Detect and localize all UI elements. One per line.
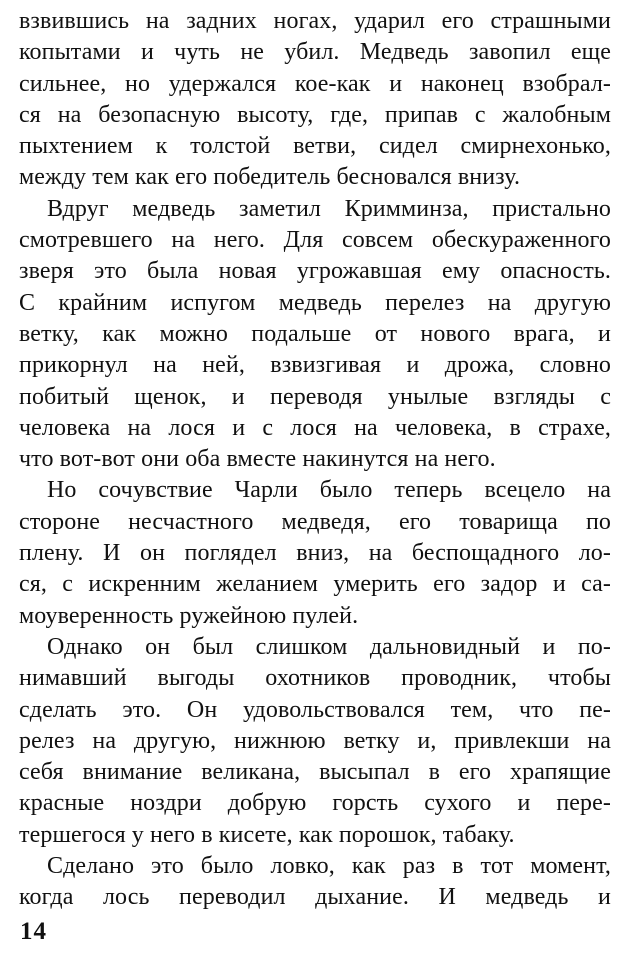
text-line: плену. И он поглядел вниз, на беспощадного ло- [19,540,611,567]
text-line: зверя это была новая угрожавшая ему опасность. [19,258,611,285]
text-line: прикорнул на ней, взвизгивая и дрожа, словно [19,352,611,379]
text-line: что вот-вот они оба вместе накинутся на него. [19,446,496,473]
body-text [19,6,611,914]
text-line: побитый щенок, и переводя унылые взгляды с [19,383,611,410]
text-line: ся, с искренним желанием умерить его задор и са- [19,571,611,598]
page-number: 14 [20,918,47,945]
text-line: человека на лося и с лося на человека, в страхе, [19,414,611,441]
text-line: тершегося у него в кисете, как порошок, табаку. [19,821,515,848]
text-line: красные ноздри добрую горсть сухого и пере- [19,790,611,817]
text-line: Однако он был слишком дальновидный и по- [47,633,611,660]
text-line: пыхтением к толстой ветви, сидел смирнехонько, [19,133,611,160]
text-line: моуверенность ружейною пулей. [19,602,359,629]
text-line: нимавший выгоды охотников проводник, чтобы [19,665,611,692]
text-line: ся на безопасную высоту, где, припав с жалобным [19,101,611,128]
text-line: С крайним испугом медведь перелез на другую [19,289,611,316]
text-line: когда лось переводил дыхание. И медведь и [19,884,611,911]
text-line: взвившись на задних ногах, ударил его страшными [19,8,611,34]
text-line: себя внимание великана, высыпал в его храпящие [19,759,611,786]
text-line: копытами и чуть не убил. Медведь завопил еще [19,39,611,66]
text-line: смотревшего на него. Для совсем обескураженного [19,227,611,254]
text-line: релез на другую, нижнюю ветку и, привлекши на [19,727,611,754]
text-line: сделать это. Он удовольствовался тем, что пе- [19,696,611,723]
text-line: сильнее, но удержался кое-как и наконец взобрал- [19,70,611,97]
text-line: Вдруг медведь заметил Кримминза, пристально [47,195,611,222]
text-line: ветку, как можно подальше от нового врага, и [19,320,611,347]
text-line: Но сочувствие Чарли было теперь всецело на [47,477,611,504]
text-line: Сделано это было ловко, как раз в тот момент, [47,853,611,880]
text-line: между тем как его победитель бесновался внизу. [19,164,521,191]
text-line: стороне несчастного медведя, его товарища по [19,508,611,535]
